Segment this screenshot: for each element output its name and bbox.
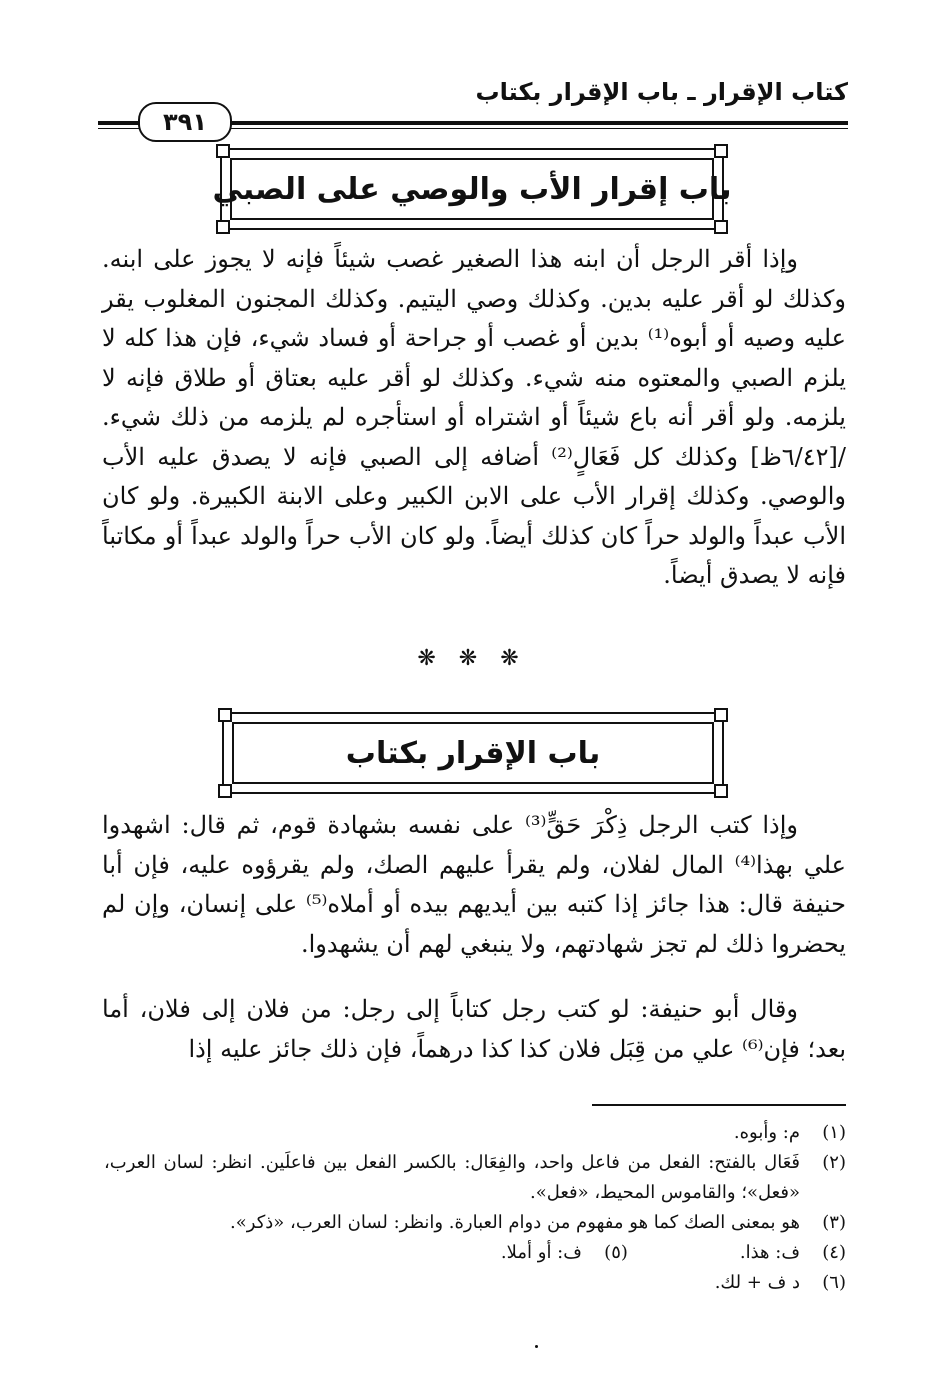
stray-dot [535,1345,538,1348]
section-separator: ❋ ❋ ❋ [417,646,527,671]
section-2-body-2 [102,990,846,1069]
section-title-box-1 [212,148,732,230]
footnote-3: (٣) هو بمعنى الصك كما هو مفهوم من دوام العبارة. وانظر: لسان العرب، «ذكر». [230,1212,846,1233]
footnotes [104,1118,846,1298]
section-title-1: باب إقرار الأب والوصي على الصبي [230,158,714,220]
paragraph: وإذا أقر الرجل أن ابنه هذا الصغير غصب شيئاً فإنه لا يجوز على ابنه. وكذلك لو أقر عليه بدين. وكذلك وصي اليتيم. وكذلك المجنون المغلوب يقر عليه وصيه أو أبوه⁽¹⁾ بدين أو غصب أو جراحة أو فساد شيء، فإن هذا كله لا يلزم الصبي والمعتوه منه شيء. وكذلك لو أقر عليه بعتاق أو طلاق فإنه لا يلزمه. ولو أقر أنه باع شيئاً أو اشتراه أو استأجره لم يلزمه من ذلك شيء. /[٦/٤٢ظ] وكذلك كل فَعَالٍ⁽²⁾ أضافه إلى الصبي فإنه لا يصدق عليه الأب والوصي. وكذلك إقرار الأب على الابن الكبير وعلى الابنة الكبيرة. ولو كان الأب عبداً والولد حراً كان كذلك أيضاً. ولو كان الأب حراً والولد عبداً أو مكاتباً فإنه لا يصدق أيضاً. [102,245,846,589]
page-number: ٣٩١ [138,102,232,142]
paragraph: وإذا كتب الرجل ذِكْرَ حَقٍّ⁽³⁾ على نفسه بشهادة قوم، ثم قال: اشهدوا علي بهذا⁽⁴⁾ المال لفلان، ولم يقرأ عليهم الصك، ولم يقرؤوه عليه، فإن أبا حنيفة قال: هذا جائز إذا كتبه بين أيديهم بيده أو أملاه⁽⁵⁾ على إنسان، وإن لم يحضروا ذلك لم تجز شهادتهم، ولا ينبغي لهم أن يشهدوا. [102,811,847,958]
section-title-2: باب الإقرار بكتاب [232,722,714,784]
footnote-rule [592,1104,846,1106]
footnote-6: (٦) د ف + لك. [714,1272,846,1293]
section-title-box-2 [222,712,724,794]
paragraph: وقال أبو حنيفة: لو كتب رجل كتاباً إلى رجل: من فلان إلى فلان، أما بعد؛ فإن⁽⁶⁾ علي من قِبَل فلان كذا كذا درهماً، فإن ذلك جائز عليه إذا [102,995,846,1063]
footnote-2: (٢) فَعَال بالفتح: الفعل من فاعل واحد، والفِعَال: بالكسر الفعل بين فاعلَين. انظر: لسان العرب، «فعل»؛ والقاموس المحيط، «فعل». [104,1152,846,1203]
section-2-body-1 [102,806,846,964]
footnote-4: (٤) ف: هذا. [739,1242,846,1263]
footnote-5: (٥) ف: أو أملا. [500,1242,628,1263]
footnote-1: (١) م: وأبوه. [733,1122,846,1143]
running-header-title: كتاب الإقرار ـ باب الإقرار بكتاب [475,78,848,106]
section-1-body [102,240,846,596]
footnote-row-4-5 [104,1238,846,1268]
